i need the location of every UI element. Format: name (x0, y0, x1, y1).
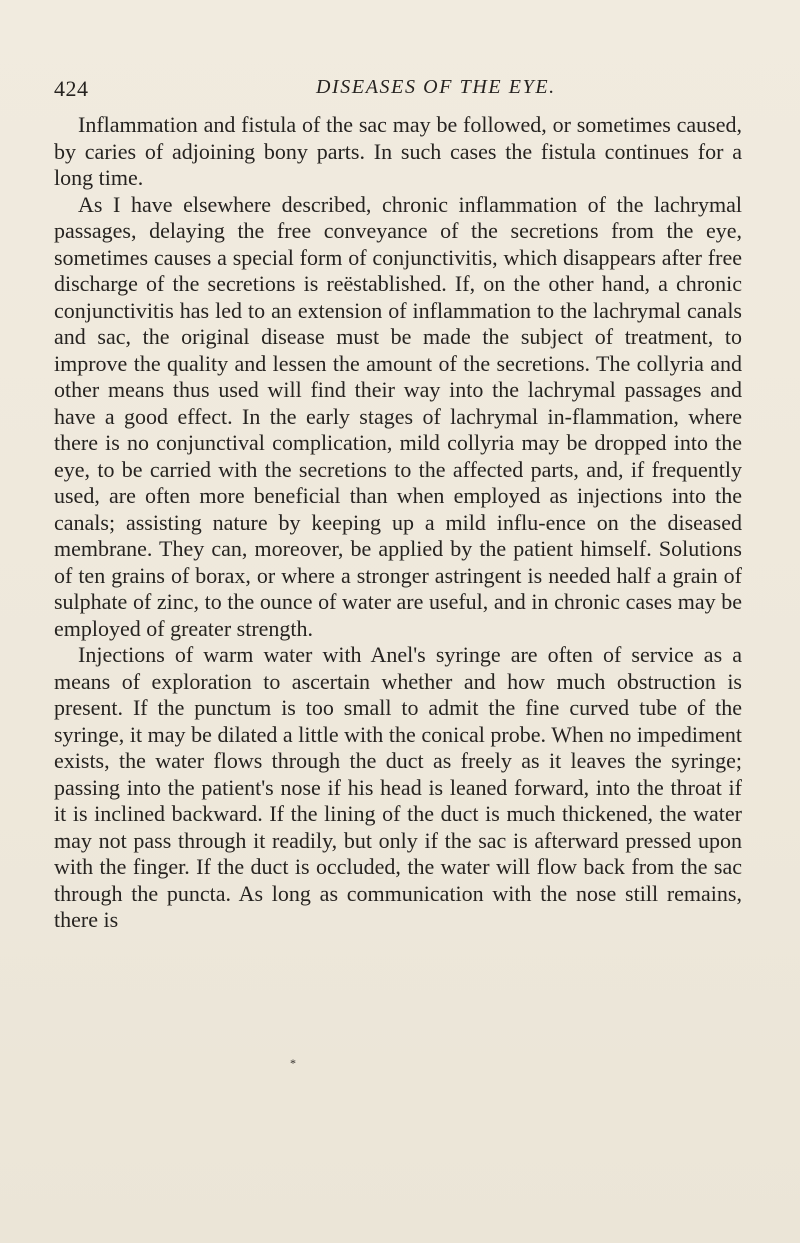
page-number: 424 (54, 76, 89, 101)
paragraph: As I have elsewhere described, chronic inflammation of the lachrymal passages, delaying the free conveyance of the secretions from the eye, sometimes causes a special form of conjunctivitis, which disappears after free discharge of the secretions is reëstablished. If, on the other hand, a chronic conjunctivitis has led to an extension of inflammation to the lachrymal canals and sac, the original disease must be made the subject of treatment, to improve the quality and lessen the amount of the secretions. The collyria and other means thus used will find their way into the lachrymal passages and have a good effect. In the early stages of lachrymal in-flammation, where there is no conjunctival complication, mild collyria may be dropped into the eye, to be carried with the secretions to the affected parts, and, if frequently used, are often more beneficial than when employed as injections into the canals; assisting nature by keeping up a mild influ-ence on the diseased membrane. They can, moreover, be applied by the patient himself. Solutions of ten grains of borax, or where a stronger astringent is needed half a grain of sulphate of zinc, to the ounce of water are useful, and in chronic cases may be employed of greater strength. (54, 191, 742, 641)
page-header (54, 76, 754, 106)
signature-mark: * (290, 1056, 296, 1070)
paragraph: Injections of warm water with Anel's syringe are often of service as a means of exploration to ascertain whether and how much obstruction is present. If the punctum is too small to admit the fine curved tube of the syringe, it may be dilated a little with the conical probe. When no impediment exists, the water flows through the duct as freely as it leaves the syringe; passing into the patient's nose if his head is leaned forward, into the throat if it is inclined backward. If the lining of the duct is much thickened, the water may not pass through it readily, but only if the sac is afterward pressed upon with the finger. If the duct is occluded, the water will flow back from the sac through the puncta. As long as communication with the nose still remains, there is (54, 642, 742, 932)
running-title: DISEASES OF THE EYE. (316, 76, 556, 98)
body-text (54, 112, 742, 934)
paragraph: Inflammation and fistula of the sac may be followed, or sometimes caused, by caries of adjoining bony parts. In such cases the fistula continues for a long time. (54, 112, 742, 190)
